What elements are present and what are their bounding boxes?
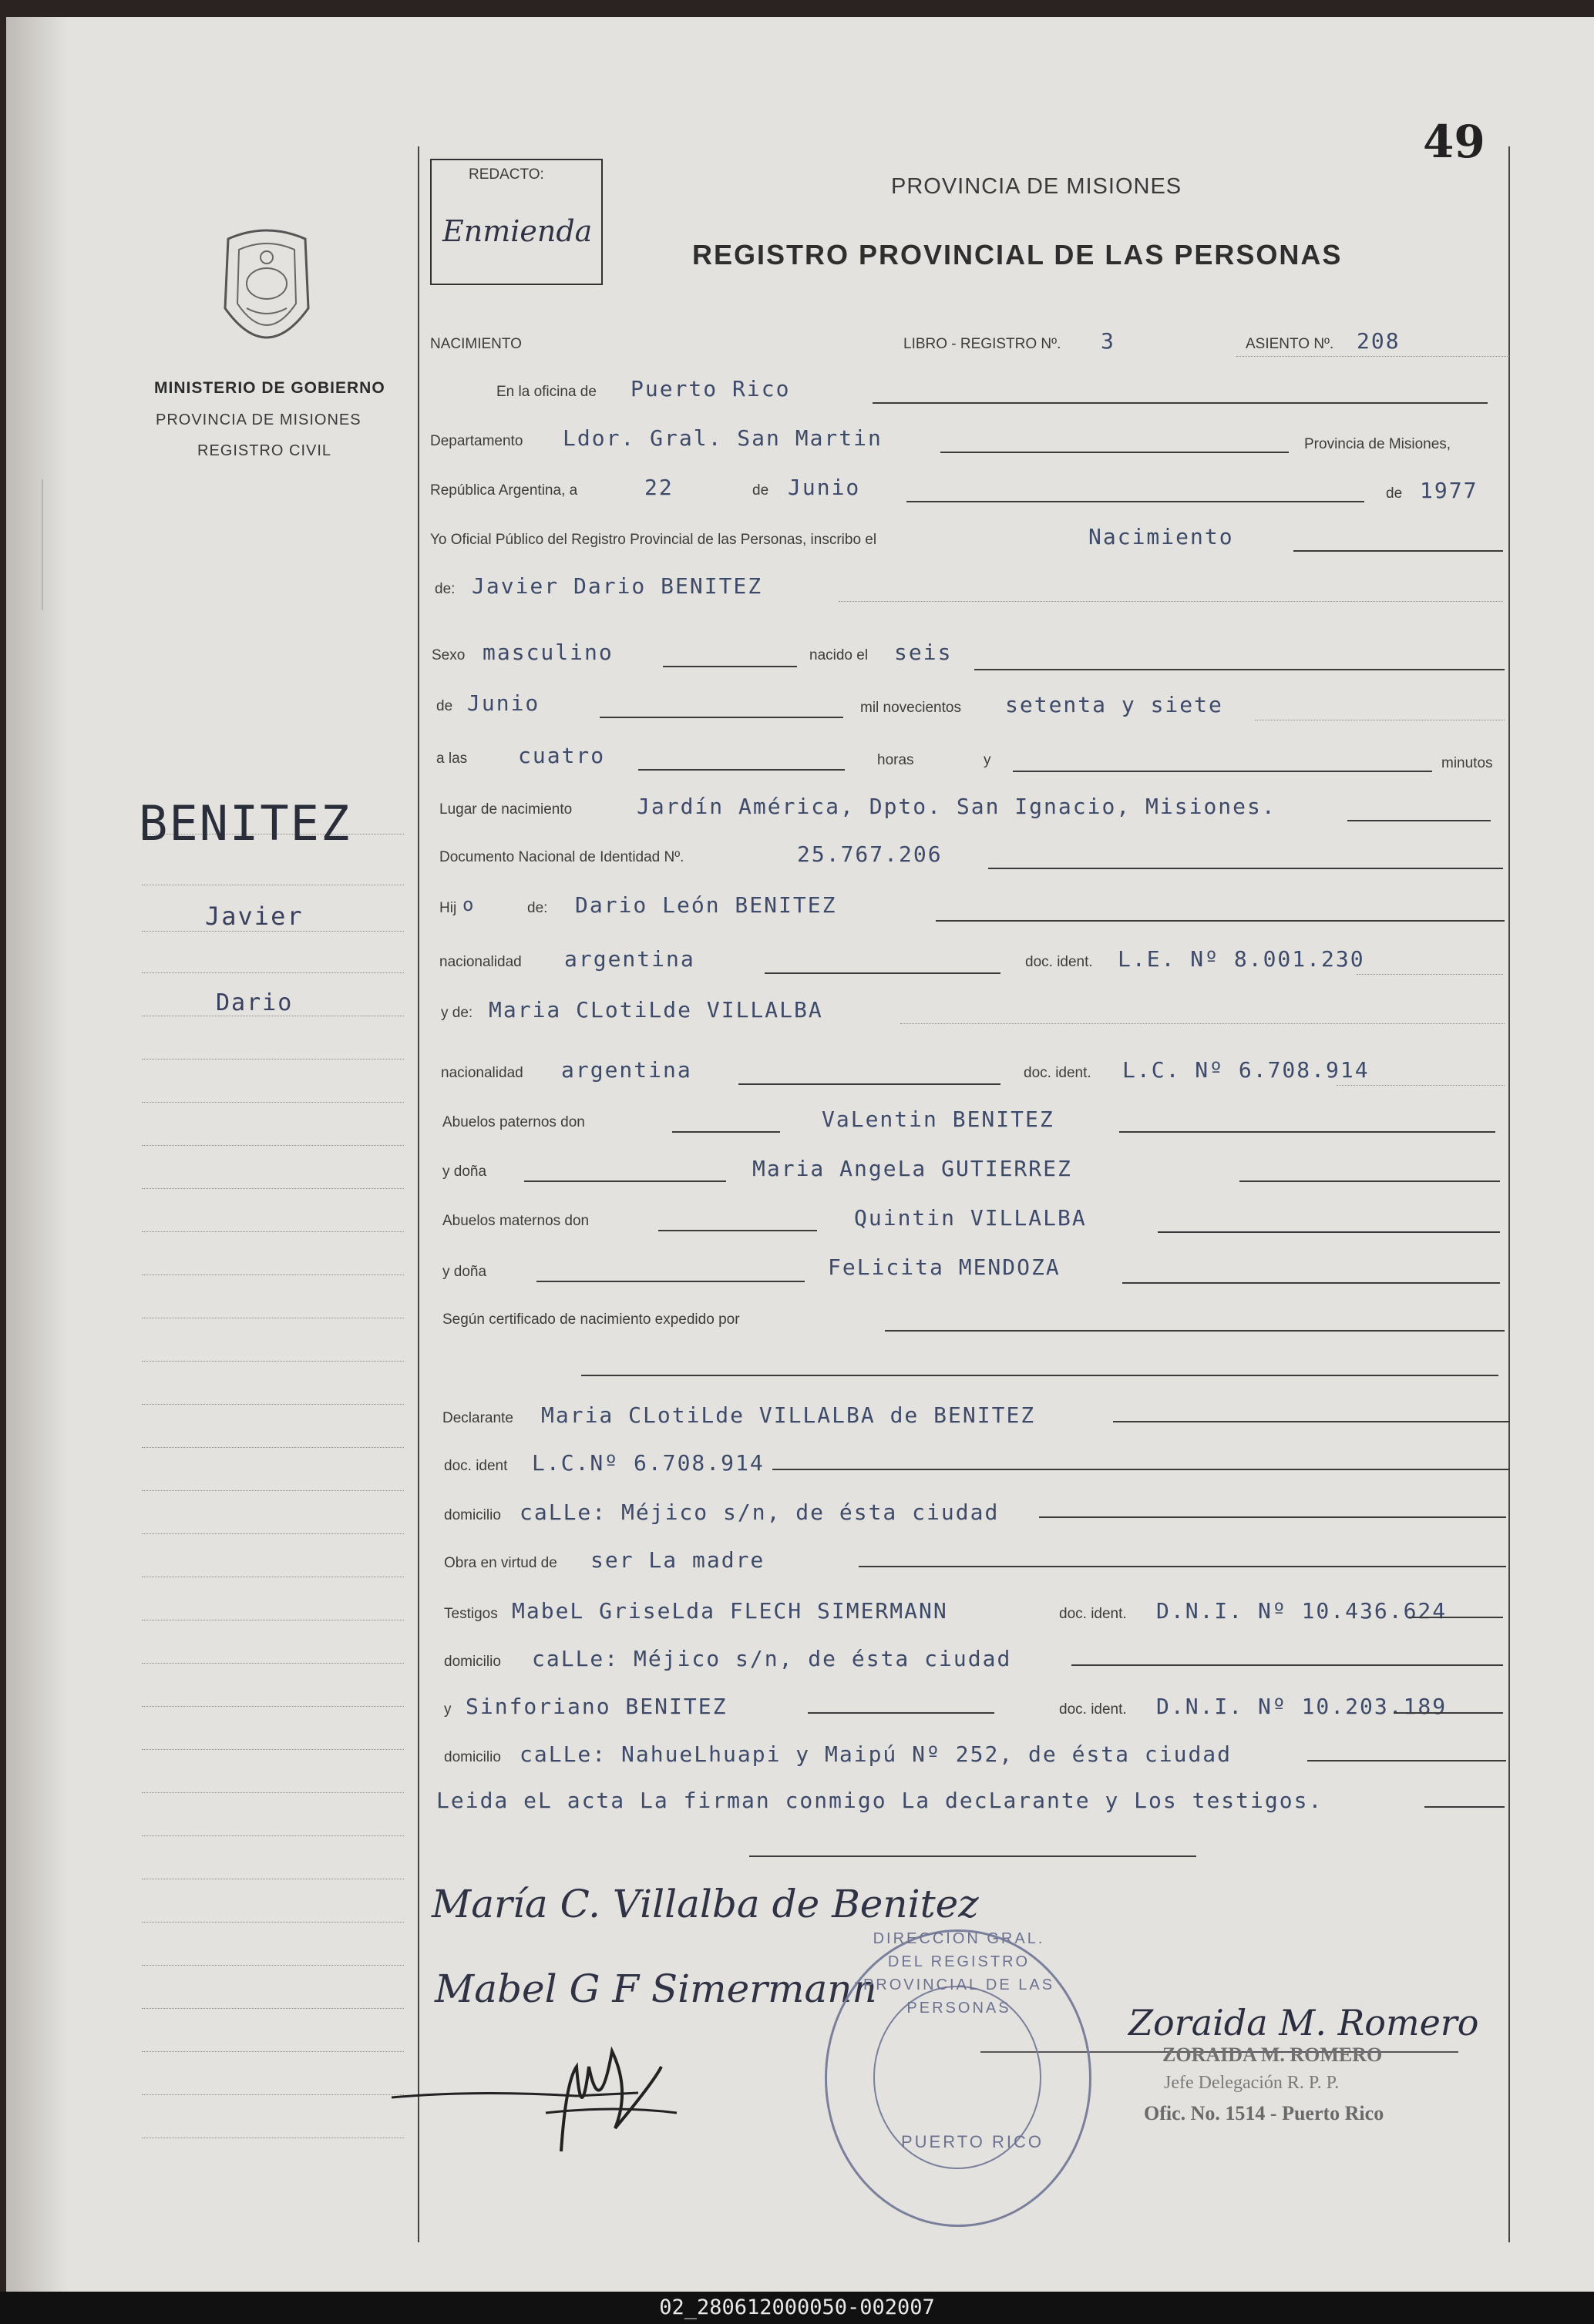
value-madre: Maria CLotiLde VILLALBA [489,997,823,1023]
binding-stitch [42,479,48,610]
label-domicilio-t2: domicilio [444,1749,501,1765]
abuela-mat-line [1122,1282,1500,1284]
doc-decl-line [772,1469,1509,1470]
label-y-de-madre: y de: [441,1005,473,1021]
nac-padre-line [765,972,1000,974]
label-a-las: a las [436,751,468,767]
label-nacido-el: nacido el [809,647,869,663]
label-mil-novecientos: mil novecientos [860,700,961,716]
ministry-name: MINISTERIO DE GOBIERNO [154,379,385,397]
value-leida: Leida eL acta La firman conmigo La decLarante y Los testigos. [436,1788,1323,1813]
label-yo-oficial: Yo Oficial Público del Registro Provincial de las Personas, inscribo el [430,532,877,548]
label-y-dona-mat: y doña [442,1264,487,1280]
label-abuelos-maternos: Abuelos maternos don [442,1213,590,1229]
header-provincia: PROVINCIA DE MISIONES [891,174,1182,199]
value-departamento: Ldor. Gral. San Martin [563,425,883,451]
value-domicilio-t2: caLLe: NahueLhuapi y Maipú Nº 252, de ésta ciudad [520,1741,1232,1767]
closing-line [749,1856,1196,1857]
nacido-mes-line [600,717,843,718]
domicilio-decl-line [1039,1516,1506,1518]
abuelo-pat-pre-line [672,1131,780,1133]
coat-of-arms-emblem [213,223,321,367]
signature-testigo2-scribble [384,2036,684,2167]
declarante-line [1113,1421,1509,1422]
signature-testigo1: Mabel G F Simermann [435,1966,877,2011]
round-registry-stamp [825,1929,1091,2227]
abuelo-mat-pre-line [658,1230,817,1231]
segun-line-1 [885,1330,1505,1332]
value-hijo-suffix: o [462,894,476,915]
abuela-pat-pre-line [524,1180,726,1182]
signature-oficial: Zoraida M. Romero [1128,2002,1479,2044]
label-republica: República Argentina, a [430,482,578,499]
margin-name-1: Javier [205,902,304,931]
republica-line [906,501,1364,502]
stamp-official-role: Jefe Delegación R. P. P. [1164,2073,1340,2093]
value-asiento: 208 [1357,328,1401,354]
label-lugar: Lugar de nacimiento [439,801,573,818]
value-testigo1: MabeL GriseLda FLECH SIMERMANN [512,1598,948,1624]
doc-madre-line [1337,1085,1505,1086]
label-de-mes: de [752,482,769,499]
label-nacionalidad-madre: nacionalidad [441,1065,523,1081]
segun-line-2 [581,1375,1498,1376]
redacto-value: Enmienda [442,214,593,248]
label-de-anio: de [1386,485,1403,502]
label-nacimiento: NACIMIENTO [430,336,522,352]
value-lugar: Jardín América, Dpto. San Ignacio, Misiones. [637,794,1276,819]
nacido-line [974,669,1505,670]
round-stamp-text: DIRECCION GRAL. DEL REGISTRO PROVINCIAL DE LAS PERSONAS [863,1930,1055,2017]
ministry-provincia: PROVINCIA DE MISIONES [156,411,362,428]
label-minutos: minutos [1441,755,1493,771]
label-nacionalidad-padre: nacionalidad [439,954,522,970]
label-y-t2: y [444,1701,452,1718]
page-binding-shadow [6,17,68,2292]
departamento-line [940,452,1289,453]
label-dni: Documento Nacional de Identidad Nº. [439,849,684,865]
value-doc-t2: D.N.I. Nº 10.203.189 [1156,1694,1448,1719]
stamp-official-office: Ofic. No. 1514 - Puerto Rico [1144,2102,1384,2124]
label-doc-ident-decl: doc. ident [444,1458,508,1474]
padre-line [936,920,1505,922]
nombre-line [839,601,1503,602]
label-de-padre: de: [527,900,548,916]
value-declarante: Maria CLotiLde VILLALBA de BENITEZ [541,1402,1036,1428]
value-abuela-mat: FeLicita MENDOZA [828,1254,1061,1280]
value-sexo: masculino [483,640,614,665]
label-sexo: Sexo [432,647,466,663]
label-asiento: ASIENTO Nº. [1246,336,1334,352]
label-declarante: Declarante [442,1410,513,1426]
inscribo-line [1293,550,1503,552]
lugar-line [1347,820,1491,821]
label-oficina: En la oficina de [496,384,597,400]
value-nac-madre: argentina [561,1057,692,1083]
redacto-label: REDACTO: [469,166,544,183]
dni-line [988,868,1503,869]
value-nac-padre: argentina [564,946,695,972]
value-doc-padre: L.E. Nº 8.001.230 [1118,946,1365,972]
value-nacido-anio: setenta y siete [1005,692,1223,717]
value-nacido-mes: Junio [467,690,540,716]
obra-line [859,1566,1506,1567]
value-abuela-pat: Maria AngeLa GUTIERREZ [752,1156,1072,1181]
round-stamp-center: PUERTO RICO [901,2132,1044,2151]
label-doc-ident-madre: doc. ident. [1024,1065,1091,1081]
page-number: 49 [1423,116,1485,168]
value-doc-madre: L.C. Nº 6.708.914 [1122,1057,1370,1083]
label-departamento: Departamento [430,433,523,449]
value-oficina: Puerto Rico [631,376,791,401]
abuela-pat-line [1239,1180,1500,1182]
asiento-line [1236,356,1509,357]
footer-file-id: 02_280612000050-002007 [0,2292,1594,2324]
header-registro: REGISTRO PROVINCIAL DE LAS PERSONAS [692,239,1343,270]
doc-t2-line [1394,1712,1503,1714]
value-padre: Dario León BENITEZ [575,892,837,918]
label-segun: Según certificado de nacimiento expedido por [442,1311,740,1328]
label-y-dona-pat: y doña [442,1164,487,1180]
domicilio-t1-line [1071,1664,1503,1666]
madre-line [900,1023,1505,1024]
oficina-line [873,402,1488,404]
doc-t1-line [1409,1617,1503,1618]
leida-line [1424,1806,1505,1808]
domicilio-t2-line [1307,1760,1506,1761]
value-nacido-dia: seis [894,640,953,665]
label-y: y [984,752,991,768]
doc-padre-line [1357,974,1503,975]
value-doc-t1: D.N.I. Nº 10.436.624 [1156,1598,1448,1624]
label-libro: LIBRO - REGISTRO Nº. [903,336,1061,352]
value-doc-decl: L.C.Nº 6.708.914 [532,1450,765,1476]
abuela-mat-pre-line [536,1281,805,1282]
label-domicilio-decl: domicilio [444,1507,501,1523]
label-domicilio-t1: domicilio [444,1654,501,1670]
minutos-line [1013,771,1432,772]
signature-declarante: María C. Villalba de Benitez [432,1882,979,1926]
abuelo-mat-line [1158,1231,1500,1233]
abuelo-pat-line [1119,1131,1495,1133]
margin-surname: BENITEZ [139,795,351,851]
document-page [6,17,1594,2292]
margin-name-2: Dario [216,989,294,1016]
label-abuelos-paternos: Abuelos paternos don [442,1114,585,1130]
value-dni: 25.767.206 [797,841,943,867]
label-de-mes-nac: de [436,698,453,714]
value-domicilio-t1: caLLe: Méjico s/n, de ésta ciudad [532,1646,1012,1671]
label-doc-ident-t2: doc. ident. [1059,1701,1127,1718]
testigo2-line [808,1712,994,1714]
value-libro: 3 [1101,328,1115,354]
sexo-line [663,666,797,667]
label-hijo: Hij [439,900,457,916]
label-obra: Obra en virtud de [444,1555,557,1571]
value-mes: Junio [788,475,861,500]
nac-madre-line [738,1083,1000,1085]
value-dia: 22 [644,475,674,500]
value-hora: cuatro [518,743,606,768]
form-right-rule [1508,146,1510,2242]
hora-line [638,769,845,771]
value-obra: ser La madre [590,1547,765,1573]
value-abuelo-pat: VaLentin BENITEZ [822,1107,1054,1132]
ministry-registro: REGISTRO CIVIL [197,442,332,459]
value-domicilio-decl: caLLe: Méjico s/n, de ésta ciudad [520,1500,1000,1525]
redacto-box [430,159,603,285]
value-inscribo: Nacimiento [1088,524,1234,549]
form-left-rule [418,146,419,2242]
value-nombre: Javier Dario BENITEZ [472,573,763,599]
label-doc-ident-t1: doc. ident. [1059,1606,1127,1622]
label-doc-ident-padre: doc. ident. [1025,954,1093,970]
value-testigo2: Sinforiano BENITEZ [466,1694,728,1719]
label-testigos: Testigos [444,1606,498,1622]
label-horas: horas [877,752,914,768]
stamp-official-name: ZORAIDA M. ROMERO [1162,2044,1383,2066]
value-abuelo-mat: Quintin VILLALBA [854,1205,1087,1231]
label-provincia-misiones: Provincia de Misiones, [1304,436,1451,452]
value-anio: 1977 [1420,478,1478,503]
label-de-nombre: de: [435,581,456,597]
